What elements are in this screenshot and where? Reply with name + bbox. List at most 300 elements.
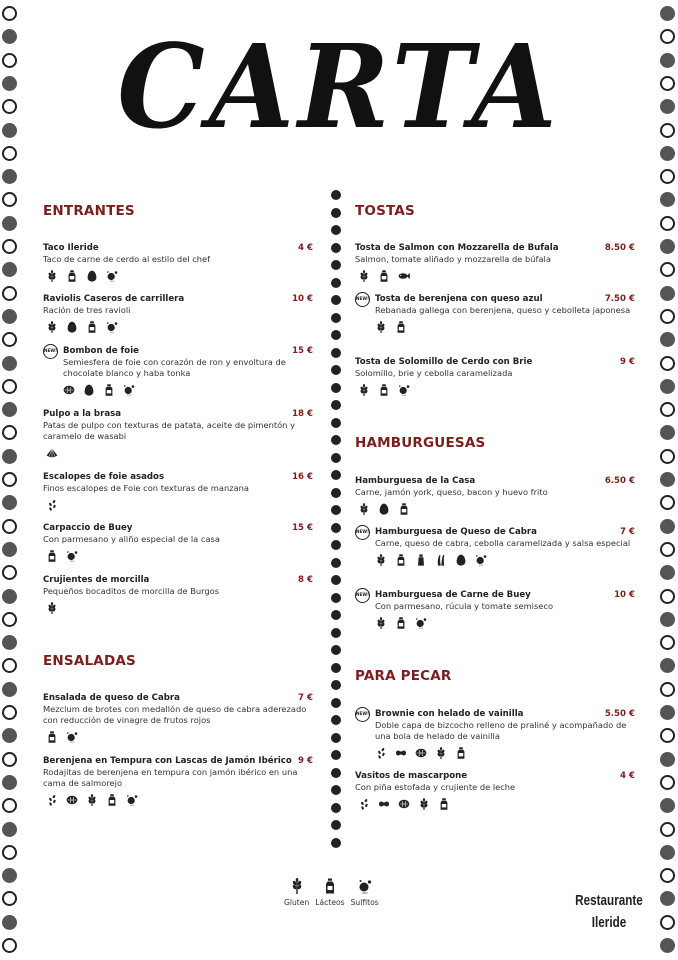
section-ensaladas (43, 653, 313, 669)
menu-item-name: Tosta de berenjena con queso azul (375, 294, 543, 304)
menu-item-description: Carne, queso de cabra, cebolla caramelizada y salsa especial (375, 538, 631, 548)
svg-text:SO2: SO2 (126, 394, 132, 396)
sesame-icon (46, 499, 58, 511)
section-para-pecar (355, 668, 635, 684)
binding-ring (660, 775, 675, 790)
binding-ring (660, 542, 675, 557)
column-divider (331, 190, 341, 850)
binding-ring (2, 472, 17, 487)
sulfites-icon (66, 550, 78, 562)
menu-item-header (43, 575, 313, 585)
divider-dot (331, 190, 341, 200)
dairy-icon (46, 550, 58, 562)
menu-item-header (355, 243, 635, 253)
divider-dot (331, 243, 341, 253)
menu-item-description: Doble capa de bizcocho relleno de praliné y acompañado de una bola de helado de vainilla (375, 720, 627, 741)
mustard-icon (415, 554, 427, 566)
divider-dot (331, 593, 341, 603)
binding-ring (660, 938, 675, 953)
legend-label: Sulfitos (350, 898, 379, 907)
menu-item-price: 7 € (298, 693, 313, 703)
divider-dot (331, 628, 341, 638)
menu-item-name: Brownie con helado de vainilla (375, 709, 524, 719)
dairy-icon (86, 321, 98, 333)
svg-text:SO2: SO2 (69, 560, 75, 562)
binding-ring (660, 565, 675, 580)
binding-ring (660, 658, 675, 673)
sesame-icon (46, 794, 58, 806)
dairy-icon (395, 554, 407, 566)
menu-item-price: 8.50 € (604, 243, 635, 253)
binding-ring (2, 798, 17, 813)
section-title: TOSTAS (355, 203, 415, 219)
gluten-icon (375, 321, 387, 333)
menu-item-header (43, 472, 313, 482)
gluten-icon (358, 270, 370, 282)
allergen-icons (375, 321, 635, 333)
menu-item-header (355, 476, 635, 486)
divider-dot (331, 348, 341, 358)
menu-item-price: 7.50 € (604, 294, 635, 304)
divider-dot (331, 575, 341, 585)
menu-item (355, 527, 635, 566)
menu-item (43, 575, 313, 614)
divider-dot (331, 470, 341, 480)
binding-ring (660, 635, 675, 650)
dairy-icon (103, 384, 115, 396)
allergen-icons (355, 798, 635, 810)
binding-ring (2, 286, 17, 301)
dairy-icon (106, 794, 118, 806)
binding-ring (2, 309, 17, 324)
new-badge-icon: NEW! (355, 707, 370, 722)
dairy-icon (438, 798, 450, 810)
gluten-icon (375, 554, 387, 566)
binding-ring (2, 379, 17, 394)
binding-ring (2, 938, 17, 953)
binding-ring (2, 542, 17, 557)
binding-ring (660, 356, 675, 371)
sulfites-icon (398, 384, 410, 396)
menu-item (355, 709, 635, 759)
binding-ring (2, 239, 17, 254)
menu-item-price: 4 € (620, 771, 635, 781)
section-tostas (355, 203, 635, 219)
sesame-icon (375, 747, 387, 759)
menu-item-name: Tosta de Solomillo de Cerdo con Brie (355, 357, 533, 367)
binding-ring (660, 425, 675, 440)
menu-item (43, 294, 313, 333)
new-badge-icon: NEW! (355, 588, 370, 603)
section-title: PARA PECAR (355, 668, 452, 684)
menu-item-description: Solomillo, brie y cebolla caramelizada (355, 368, 513, 378)
nuts-icon (398, 798, 410, 810)
section-hamburguesas (355, 435, 635, 451)
menu-item-name: Carpaccio de Buey (43, 523, 133, 533)
menu-item-description: Pequeños bocaditos de morcilla de Burgos (43, 586, 220, 596)
binding-ring (2, 332, 17, 347)
binding-ring (2, 519, 17, 534)
binding-ring (660, 379, 675, 394)
menu-item-price: 10 € (614, 590, 635, 600)
divider-dot (331, 313, 341, 323)
binding-ring (660, 728, 675, 743)
divider-dot (331, 505, 341, 515)
gluten-icon (358, 503, 370, 515)
dairy-icon (378, 384, 390, 396)
binding-ring (2, 822, 17, 837)
menu-item-description: Rodajitas de berenjena en tempura con jamón ibérico en una cama de salmorejo (43, 767, 298, 788)
sulfites-icon (66, 731, 78, 743)
allergen-legend (284, 878, 379, 907)
svg-text:SO2: SO2 (109, 280, 115, 282)
menu-item-description: Rebanada gallega con berenjena, queso y cebolleta japonesa (375, 305, 631, 315)
menu-item (43, 693, 313, 743)
divider-dot (331, 453, 341, 463)
allergen-icons (43, 270, 313, 282)
nuts-icon (415, 747, 427, 759)
menu-item-header (375, 527, 635, 537)
svg-text:SO2: SO2 (109, 331, 115, 333)
allergen-icons (43, 447, 313, 459)
menu-item (355, 243, 635, 282)
menu-item-name: Berenjena en Tempura con Lascas de Jamón Ibérico (43, 756, 292, 766)
binding-ring (2, 356, 17, 371)
divider-dot (331, 803, 341, 813)
binding-ring (660, 332, 675, 347)
divider-dot (331, 225, 341, 235)
signature-line-1: Restaurante (575, 892, 643, 909)
binding-ring (660, 495, 675, 510)
menu-item-name: Ensalada de queso de Cabra (43, 693, 180, 703)
sulfites-icon (475, 554, 487, 566)
allergen-icons (355, 384, 635, 396)
menu-item-name: Hamburguesa de la Casa (355, 476, 476, 486)
restaurant-signature (572, 890, 645, 934)
allergen-icons (375, 747, 635, 759)
menu-item (43, 756, 313, 806)
divider-dot (331, 330, 341, 340)
section-title: ENTRANTES (43, 203, 135, 219)
divider-dot (331, 488, 341, 498)
menu-item (43, 523, 313, 562)
legend-lacteos (315, 878, 344, 907)
divider-dot (331, 768, 341, 778)
dairy-icon (378, 270, 390, 282)
menu-item-price: 4 € (298, 243, 313, 253)
sulfites-icon (106, 321, 118, 333)
binding-ring (2, 775, 17, 790)
binding-ring (2, 845, 17, 860)
section-title: HAMBURGUESAS (355, 435, 486, 451)
menu-item-price: 9 € (620, 357, 635, 367)
divider-dot (331, 715, 341, 725)
divider-dot (331, 260, 341, 270)
divider-dot (331, 295, 341, 305)
binding-ring (2, 589, 17, 604)
binding-ring (2, 449, 17, 464)
gluten-icon (375, 617, 387, 629)
binding-ring (2, 728, 17, 743)
nuts-icon (66, 794, 78, 806)
binding-ring (660, 915, 675, 930)
allergen-icons (355, 270, 635, 282)
binding-ring (2, 425, 17, 440)
sulfites-icon (415, 617, 427, 629)
menu-item-price: 7 € (620, 527, 635, 537)
menu-item-description: Con parmesano, rúcula y tomate semiseco (375, 601, 554, 611)
allergen-icons (375, 554, 635, 566)
divider-dot (331, 208, 341, 218)
egg-icon (83, 384, 95, 396)
binding-ring (660, 705, 675, 720)
menu-item-header (375, 590, 635, 600)
menu-item (43, 409, 313, 459)
celery-icon (435, 554, 447, 566)
menu-item-description: Mezclum de brotes con medallón de queso de cabra aderezado con reducción de vinagre de frutos rojos (43, 704, 307, 725)
menu-item-price: 18 € (292, 409, 313, 419)
menu-item-description: Patas de pulpo con texturas de patata, aceite de pimentón y caramelo de wasabi (43, 420, 295, 441)
divider-dot (331, 645, 341, 655)
menu-item-header (375, 294, 635, 304)
binding-ring (660, 589, 675, 604)
menu-item-header (43, 523, 313, 533)
menu-item-header (63, 346, 313, 356)
allergen-icons (63, 384, 313, 396)
divider-dot (331, 365, 341, 375)
menu-item-name: Vasitos de mascarpone (355, 771, 468, 781)
binding-ring (660, 216, 675, 231)
legend-label: Lácteos (315, 898, 345, 907)
egg-icon (86, 270, 98, 282)
menu-item-name: Bombon de foie (63, 346, 139, 356)
menu-item (43, 243, 313, 282)
svg-text:SO2: SO2 (69, 741, 75, 743)
menu-title: CARTA (117, 18, 561, 155)
gluten-icon (435, 747, 447, 759)
menu-item-price: 9 € (298, 756, 313, 766)
sesame-icon (358, 798, 370, 810)
menu-item-description: Ración de tres ravioli (43, 305, 131, 315)
dairy-icon (455, 747, 467, 759)
legend-sulfitos (351, 878, 379, 907)
menu-item-header (43, 243, 313, 253)
binding-ring (660, 262, 675, 277)
egg-icon (66, 321, 78, 333)
menu-item-description: Con parmesano y aliño especial de la casa (43, 534, 220, 544)
allergen-icons (43, 321, 313, 333)
binding-ring (2, 169, 17, 184)
binding-ring (2, 402, 17, 417)
binding-ring (660, 612, 675, 627)
menu-item-header (43, 409, 313, 419)
menu-item-header (43, 693, 313, 703)
divider-dot (331, 610, 341, 620)
section-title: ENSALADAS (43, 653, 136, 669)
binding-ring (660, 402, 675, 417)
binding-ring (660, 752, 675, 767)
gluten-icon (418, 798, 430, 810)
menu-item-header (43, 294, 313, 304)
menu-item-price: 5.50 € (604, 709, 635, 719)
divider-dot (331, 523, 341, 533)
menu-item-name: Raviolis Caseros de carrillera (43, 294, 185, 304)
binding-ring (660, 286, 675, 301)
gluten-icon (46, 602, 58, 614)
menu-item-header (355, 771, 635, 781)
allergen-icons (43, 794, 313, 806)
binding-ring (2, 705, 17, 720)
menu-item-description: Semiesfera de foie con corazón de ron y envoltura de chocolate blanco y haba tonka (63, 357, 286, 378)
sulfites-icon (358, 878, 372, 894)
binding-ring (2, 565, 17, 580)
binding-ring (2, 752, 17, 767)
binding-ring (2, 868, 17, 883)
menu-item (355, 294, 635, 333)
menu-item-price: 10 € (292, 294, 313, 304)
dairy-icon (398, 503, 410, 515)
binding-ring (660, 822, 675, 837)
egg-icon (455, 554, 467, 566)
binding-ring (2, 682, 17, 697)
binding-ring (2, 495, 17, 510)
binding-ring (660, 868, 675, 883)
menu-item-header (43, 756, 313, 766)
menu-item-description: Con piña estofada y crujiente de leche (355, 782, 516, 792)
menu-item-description: Carne, jamón york, queso, bacon y huevo frito (355, 487, 548, 497)
nuts-icon (63, 384, 75, 396)
divider-dot (331, 278, 341, 288)
egg-icon (378, 503, 390, 515)
svg-text:SO2: SO2 (401, 394, 407, 396)
binding-ring (2, 262, 17, 277)
divider-dot (331, 838, 341, 848)
divider-dot (331, 733, 341, 743)
menu-item (43, 346, 313, 396)
menu-item-description: Salmon, tomate aliñado y mozzarella de búfala (355, 254, 551, 264)
divider-dot (331, 383, 341, 393)
binding-ring (660, 449, 675, 464)
peanut-icon (378, 798, 390, 810)
menu-item-header (375, 709, 635, 719)
menu-item (43, 472, 313, 511)
svg-text:SO2: SO2 (362, 891, 368, 894)
fish-icon (398, 270, 410, 282)
menu-item (355, 771, 635, 810)
sulfites-icon (123, 384, 135, 396)
divider-dot (331, 680, 341, 690)
divider-dot (331, 540, 341, 550)
divider-dot (331, 698, 341, 708)
signature-line-2: Ileride (591, 914, 627, 931)
menu-item (355, 476, 635, 515)
menu-item-price: 8 € (298, 575, 313, 585)
divider-dot (331, 820, 341, 830)
binding-ring (660, 169, 675, 184)
dairy-icon (395, 617, 407, 629)
binding-ring (660, 519, 675, 534)
allergen-icons (355, 503, 635, 515)
binding-ring (2, 891, 17, 906)
new-badge-icon: NEW! (355, 525, 370, 540)
menu-item-price: 16 € (292, 472, 313, 482)
binding-ring (2, 658, 17, 673)
divider-dot (331, 400, 341, 410)
legend-label: Gluten (284, 898, 310, 907)
binding-ring (660, 309, 675, 324)
gluten-icon (46, 270, 58, 282)
gluten-icon (290, 878, 304, 894)
menu-item-header (355, 357, 635, 367)
divider-dot (331, 750, 341, 760)
binding-ring (2, 216, 17, 231)
allergen-icons (43, 550, 313, 562)
allergen-icons (375, 617, 635, 629)
divider-dot (331, 418, 341, 428)
gluten-icon (46, 321, 58, 333)
gluten-icon (358, 384, 370, 396)
menu-item-price: 15 € (292, 346, 313, 356)
menu-item-name: Tosta de Salmon con Mozzarella de Bufala (355, 243, 559, 253)
binding-ring (660, 845, 675, 860)
gluten-icon (86, 794, 98, 806)
menu-item-name: Pulpo a la brasa (43, 409, 122, 419)
new-badge-icon: NEW! (355, 292, 370, 307)
binding-ring (660, 891, 675, 906)
binding-ring (660, 192, 675, 207)
svg-text:SO2: SO2 (418, 627, 424, 629)
menu-item-price: 6.50 € (604, 476, 635, 486)
peanut-icon (395, 747, 407, 759)
svg-text:SO2: SO2 (129, 804, 135, 806)
new-badge-icon: NEW! (43, 344, 58, 359)
menu-item-price: 15 € (292, 523, 313, 533)
legend-gluten (284, 878, 309, 907)
binding-ring (2, 915, 17, 930)
sulfites-icon (106, 270, 118, 282)
binding-ring (2, 612, 17, 627)
mollusc-icon (46, 447, 58, 459)
binding-ring (660, 798, 675, 813)
menu-item (355, 357, 635, 396)
allergen-icons (43, 731, 313, 743)
menu-item-name: Hamburguesa de Carne de Buey (375, 590, 531, 600)
menu-item-name: Crujientes de morcilla (43, 575, 150, 585)
sulfites-icon (126, 794, 138, 806)
allergen-icons (43, 602, 313, 614)
allergen-icons (43, 499, 313, 511)
menu-item-name: Escalopes de foie asados (43, 472, 165, 482)
divider-dot (331, 663, 341, 673)
dairy-icon (323, 878, 337, 894)
dairy-icon (395, 321, 407, 333)
divider-dot (331, 558, 341, 568)
menu-item-description: Finos escalopes de Foie con texturas de manzana (43, 483, 249, 493)
svg-text:SO2: SO2 (478, 564, 484, 566)
binding-ring (2, 192, 17, 207)
divider-dot (331, 785, 341, 795)
menu-item-name: Taco Ileride (43, 243, 99, 253)
dairy-icon (46, 731, 58, 743)
binding-ring (660, 472, 675, 487)
menu-item-name: Hamburguesa de Queso de Cabra (375, 527, 537, 537)
binding-ring (660, 682, 675, 697)
section-entrantes (43, 203, 313, 219)
binding-ring (2, 635, 17, 650)
dairy-icon (66, 270, 78, 282)
binding-ring (660, 239, 675, 254)
menu-item (355, 590, 635, 629)
